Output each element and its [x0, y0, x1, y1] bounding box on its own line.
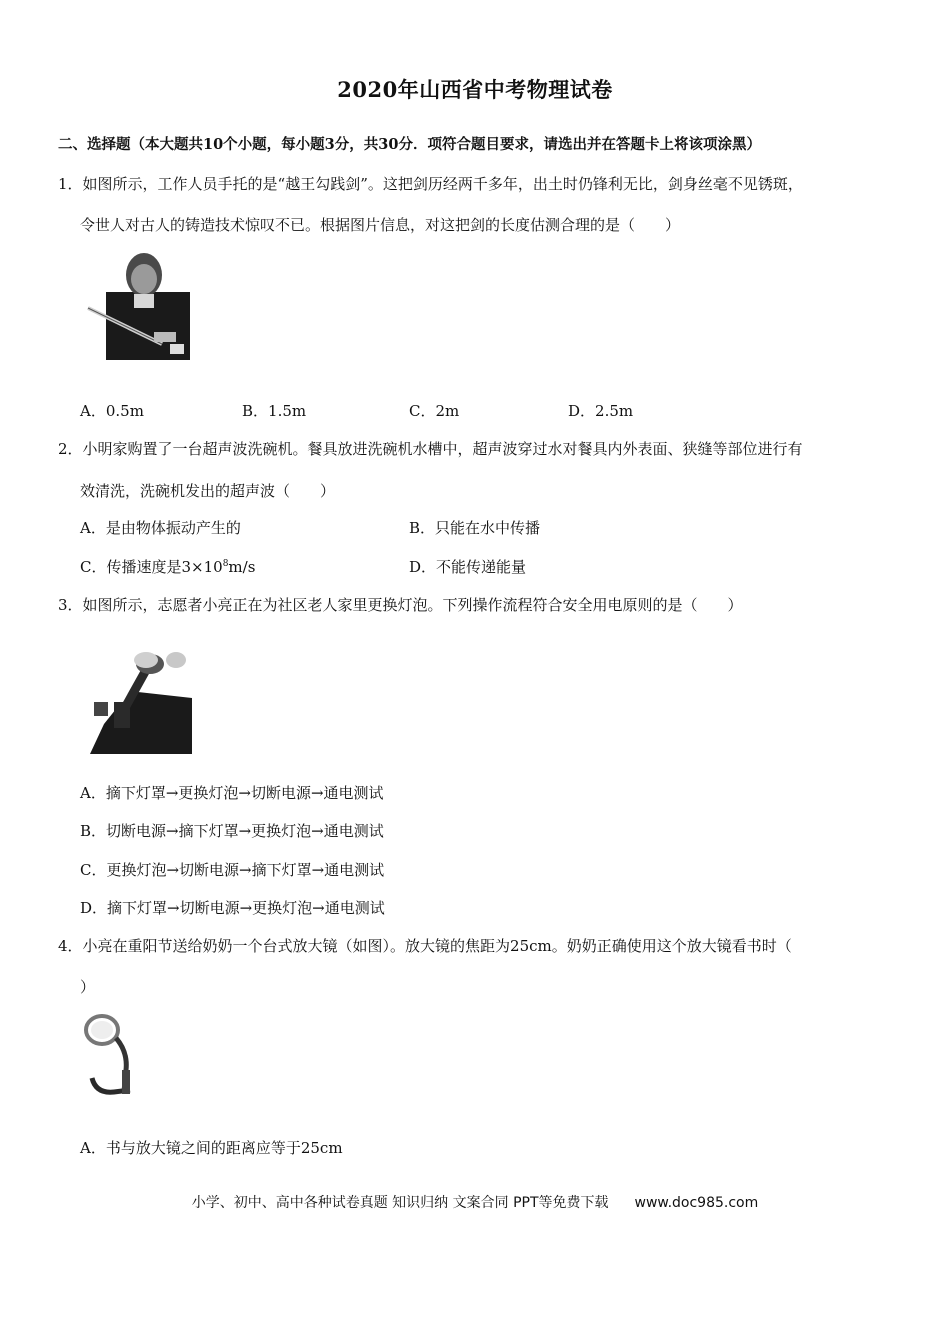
- page-title: 2020年山西省中考物理试卷: [337, 77, 613, 102]
- q2-option-c: [80, 556, 255, 577]
- q2-option-b: B．只能在水中传播: [409, 519, 541, 537]
- q1-option-c: C．2m: [409, 402, 460, 420]
- q2-option-c-base: C．传播速度是3×10: [80, 558, 223, 576]
- q4-option-a: A．书与放大镜之间的距离应等于25cm: [80, 1139, 343, 1157]
- q2-option-d: D．不能传递能量: [409, 558, 527, 576]
- q2-option-c-exponent: 8: [222, 559, 229, 569]
- footer-url[interactable]: www.doc985.com: [634, 1195, 759, 1211]
- question-2-line-2: 效清洗，洗碗机发出的超声波（ ）: [80, 482, 336, 500]
- sword-photo: [84, 248, 190, 360]
- section-header: 二、选择题（本大题共10个小题，每小题3分，共30分．项符合题目要求，请选出并在答题卡上将该项涂黑）: [58, 136, 761, 153]
- footer: [0, 1192, 950, 1212]
- footer-text: 小学、初中、高中各种试卷真题 知识归纳 文案合同 PPT等免费下载: [191, 1195, 609, 1211]
- question-1-line-2: 令世人对古人的铸造技术惊叹不已。根据图片信息，对这把剑的长度估测合理的是（ ）: [80, 216, 681, 234]
- q3-option-a: A．摘下灯罩→更换灯泡→切断电源→通电测试: [80, 784, 384, 802]
- q3-option-c: C．更换灯泡→切断电源→摘下灯罩→通电测试: [80, 861, 385, 879]
- q3-option-d: D．摘下灯罩→切断电源→更换灯泡→通电测试: [80, 899, 385, 917]
- question-2-line-1: 2．小明家购置了一台超声波洗碗机。餐具放进洗碗机水槽中，超声波穿过水对餐具内外表面、狭缝等部位进行有: [58, 440, 803, 458]
- lightbulb-photo: [84, 632, 192, 754]
- question-3-line-1: 3．如图所示，志愿者小亮正在为社区老人家里更换灯泡。下列操作流程符合安全用电原则的是（ ）: [58, 596, 743, 614]
- q2-option-c-unit: m/s: [228, 558, 256, 576]
- q1-option-d: D．2.5m: [568, 402, 634, 420]
- q1-option-b: B．1.5m: [242, 402, 307, 420]
- question-4-line-2: ）: [80, 978, 96, 996]
- q3-option-b: B．切断电源→摘下灯罩→更换灯泡→通电测试: [80, 822, 384, 840]
- magnifier-photo: [82, 1008, 138, 1100]
- q2-option-a: A．是由物体振动产生的: [80, 519, 241, 537]
- question-4-line-1: 4．小亮在重阳节送给奶奶一个台式放大镜（如图）。放大镜的焦距为25cm。奶奶正确使用这个放大镜看书时（: [58, 937, 792, 955]
- q1-option-a: A．0.5m: [80, 402, 144, 420]
- question-1-line-1: 1．如图所示，工作人员手托的是“越王勾践剑”。这把剑历经两千多年，出土时仍锋利无比，剑身丝毫不见锈斑，: [58, 175, 803, 193]
